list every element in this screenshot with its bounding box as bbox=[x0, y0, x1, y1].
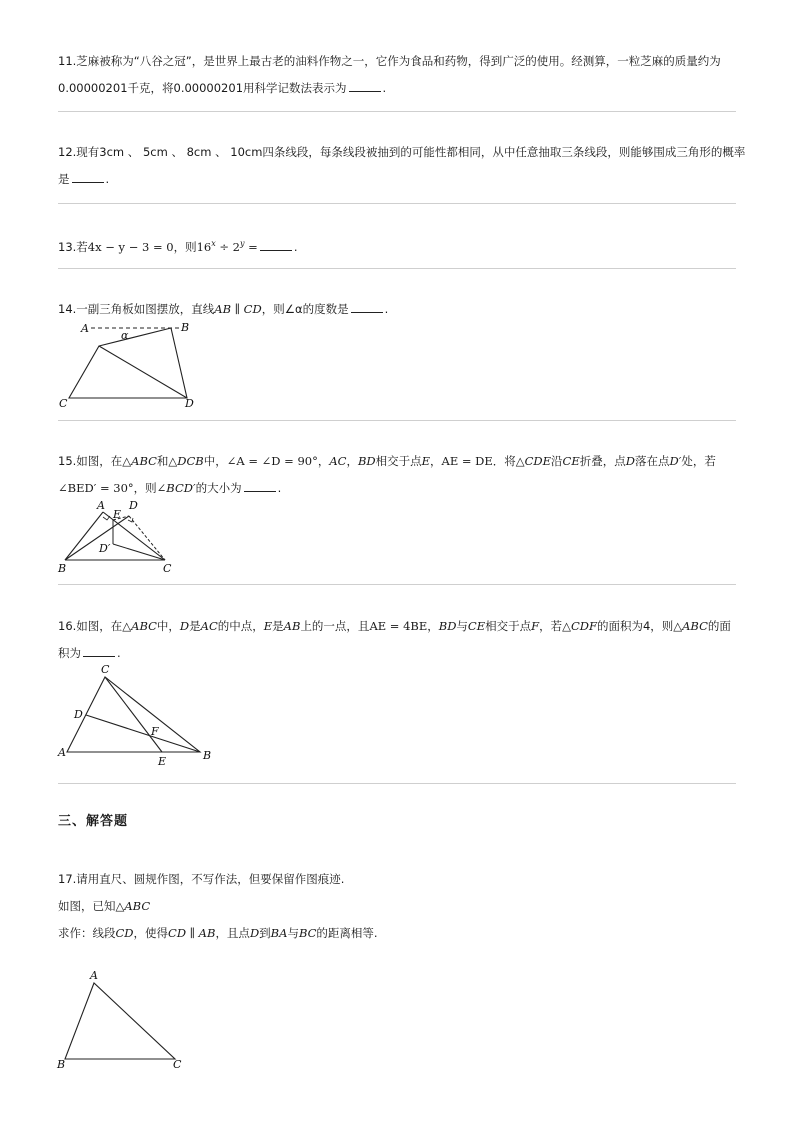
label-D: D bbox=[74, 708, 83, 721]
label-alpha: α bbox=[121, 329, 129, 342]
q11-line1: 11.芝麻被称为“八谷之冠”，是世界上最古老的油料作物之一，它作为食品和药物，得到广泛的使用。经测算，一粒芝麻的质量约为 bbox=[58, 54, 721, 68]
label-A: A bbox=[97, 499, 105, 512]
q17-figure bbox=[55, 965, 195, 1077]
question-12: 12.现有3cm 、 5cm 、 8cm 、 10cm四条线段，每条线段被抽到的可能性都相同，从中任意抽取三条线段，则能够围成三角形的概率 是 . bbox=[58, 139, 738, 193]
divider bbox=[58, 111, 736, 112]
label-A: A bbox=[81, 322, 89, 335]
q12-line2: 是 bbox=[58, 172, 70, 186]
label-C: C bbox=[59, 397, 68, 410]
question-17: 17.请用直尺、圆规作图，不写作法，但要保留作图痕迹. 如图，已知△ABC 求作：线段CD，使得CD ∥ AB，且点D到BA与BC的距离相等. bbox=[58, 872, 378, 940]
q11-line2: 0.00000201千克，将0.00000201用科学记数法表示为 bbox=[58, 81, 347, 95]
label-B: B bbox=[58, 562, 67, 575]
question-15: 15.如图，在△ABC和△DCB中，∠A = ∠D = 90°，AC，BD相交于点E，AE = DE．将△CDE沿CE折叠，点D落在点D′处，若 ∠BED′ = 30°，则∠BCD′的大小为 . bbox=[58, 454, 716, 495]
divider bbox=[58, 268, 736, 269]
divider bbox=[58, 203, 736, 204]
q14-parallel: AB ∥ CD bbox=[214, 302, 262, 316]
answer-blank[interactable] bbox=[349, 79, 381, 92]
answer-blank[interactable] bbox=[351, 300, 383, 313]
divider bbox=[58, 420, 736, 421]
label-F: F bbox=[151, 725, 159, 738]
label-A: A bbox=[90, 969, 98, 982]
q16-figure bbox=[55, 662, 225, 776]
q14-figure bbox=[55, 318, 215, 414]
answer-blank[interactable] bbox=[72, 170, 104, 183]
answer-blank[interactable] bbox=[244, 479, 276, 492]
q13-expression: $16^x \div 2^y$ = bbox=[196, 239, 258, 254]
label-C: C bbox=[173, 1058, 182, 1071]
q12-line1: 12.现有3cm 、 5cm 、 8cm 、 10cm四条线段，每条线段被抽到的可能性都相同，从中任意抽取三条线段，则能够围成三角形的概率 bbox=[58, 145, 746, 159]
answer-blank[interactable] bbox=[260, 238, 292, 251]
divider bbox=[58, 783, 736, 784]
label-B: B bbox=[203, 749, 212, 762]
label-A: A bbox=[58, 746, 66, 759]
q15-figure bbox=[55, 498, 185, 580]
label-B: B bbox=[57, 1058, 66, 1071]
label-B: B bbox=[181, 321, 190, 334]
question-13: 13.若4x − y − 3 = 0，则$16^x \div 2^y$ = . bbox=[58, 239, 298, 254]
q13-equation: 4x − y − 3 = 0 bbox=[87, 239, 174, 254]
section-title: 三、解答题 bbox=[58, 814, 129, 829]
label-E: E bbox=[113, 508, 122, 521]
label-D: D bbox=[185, 397, 194, 410]
label-E: E bbox=[158, 755, 167, 768]
question-11: 11.芝麻被称为“八谷之冠”，是世界上最古老的油料作物之一，它作为食品和药物，得到广泛的使用。经测算，一粒芝麻的质量约为 0.00000201千克，将0.00000201用科学记数法表示为 . bbox=[58, 48, 738, 102]
label-D: D bbox=[129, 499, 138, 512]
label-C: C bbox=[101, 663, 110, 676]
label-D-prime: D′ bbox=[99, 542, 111, 555]
label-C: C bbox=[163, 562, 172, 575]
question-14: 14.一副三角板如图摆放，直线AB ∥ CD，则∠α的度数是 . bbox=[58, 302, 389, 316]
answer-blank[interactable] bbox=[83, 644, 115, 657]
question-16: 16.如图，在△ABC中，D是AC的中点，E是AB上的一点，且AE = 4BE，BD与CE相交于点F，若△CDF的面积为4，则△ABC的面 积为 . bbox=[58, 619, 731, 660]
divider bbox=[58, 584, 736, 585]
